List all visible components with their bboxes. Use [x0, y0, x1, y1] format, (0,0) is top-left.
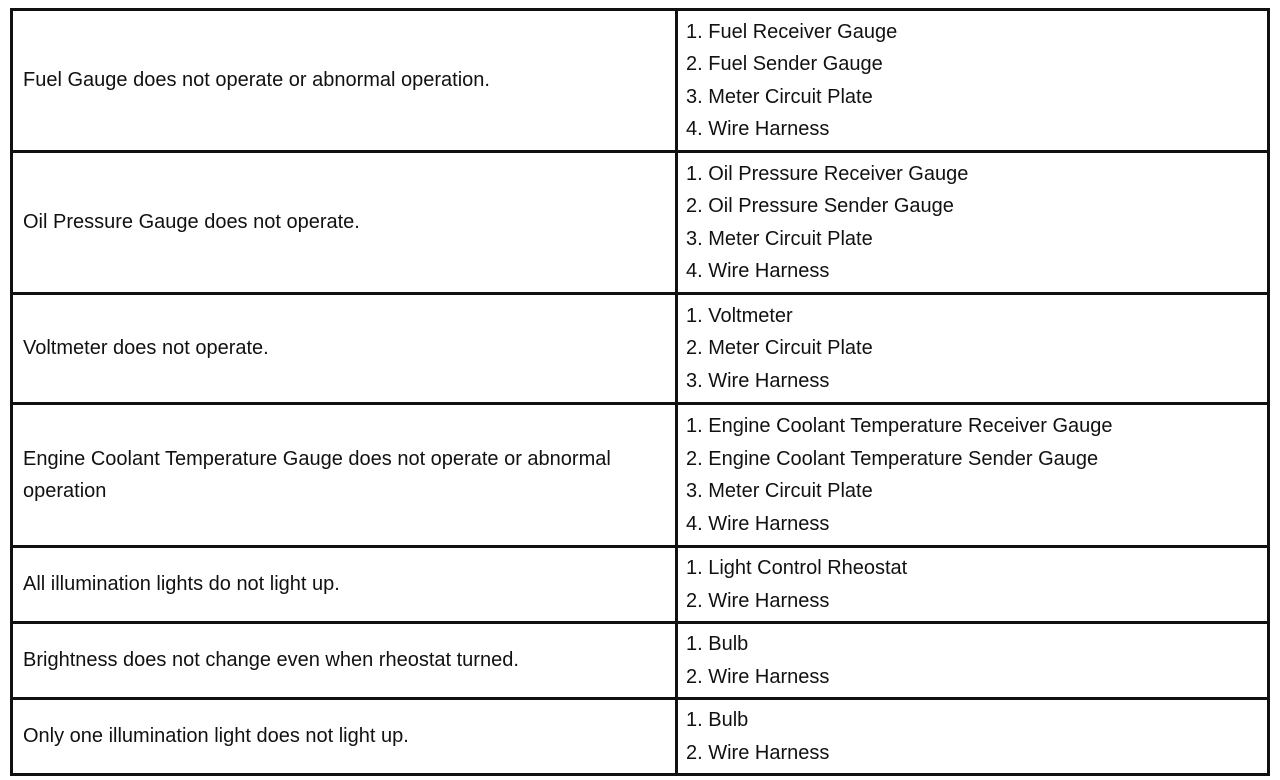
cause-item: 1. Bulb	[686, 633, 749, 655]
symptom-cell: Oil Pressure Gauge does not operate.	[12, 152, 677, 294]
symptom-cell: Brightness does not change even when rheostat turned.	[12, 623, 677, 699]
cause-item: 3. Meter Circuit Plate	[686, 480, 873, 502]
cause-item: 1. Engine Coolant Temperature Receiver Gauge	[686, 415, 1113, 437]
table-row	[12, 623, 1269, 699]
cause-item: 1. Fuel Receiver Gauge	[686, 20, 898, 43]
cause-list-cell	[677, 623, 1269, 699]
cause-item: 1. Bulb	[686, 709, 749, 731]
cause-item: 2. Wire Harness	[686, 665, 830, 688]
cause-item: 2. Wire Harness	[686, 589, 830, 612]
symptom-cell: Voltmeter does not operate.	[12, 294, 677, 404]
table-row	[12, 10, 1269, 152]
cause-item: 2. Oil Pressure Sender Gauge	[686, 195, 954, 217]
cause-item: 3. Meter Circuit Plate	[686, 227, 873, 250]
table-row	[12, 294, 1269, 404]
troubleshooting-table	[10, 8, 1270, 776]
cause-list-cell	[677, 294, 1269, 404]
cause-list-cell	[677, 699, 1269, 775]
cause-item: 1. Light Control Rheostat	[686, 557, 908, 579]
cause-list-cell	[677, 152, 1269, 294]
symptom-cell: All illumination lights do not light up.	[12, 547, 677, 623]
table-row	[12, 547, 1269, 623]
table-row	[12, 152, 1269, 294]
table-body	[12, 10, 1269, 775]
symptom-cell: Fuel Gauge does not operate or abnormal operation.	[12, 10, 677, 152]
cause-item: 3. Meter Circuit Plate	[686, 85, 873, 108]
cause-item: 2. Fuel Sender Gauge	[686, 53, 883, 75]
cause-item: 1. Voltmeter	[686, 304, 793, 327]
cause-item: 3. Wire Harness	[686, 369, 830, 392]
table-row	[12, 699, 1269, 775]
symptom-cell: Engine Coolant Temperature Gauge does not operate or abnormal operation	[12, 404, 677, 547]
cause-list-cell	[677, 10, 1269, 152]
cause-item: 4. Wire Harness	[686, 260, 830, 282]
cause-list-cell	[677, 547, 1269, 623]
cause-item: 1. Oil Pressure Receiver Gauge	[686, 162, 969, 185]
table-row	[12, 404, 1269, 547]
troubleshooting-table-container	[10, 8, 1270, 773]
cause-item: 2. Engine Coolant Temperature Sender Gauge	[686, 447, 1099, 470]
cause-item: 4. Wire Harness	[686, 512, 830, 535]
cause-list-cell	[677, 404, 1269, 547]
cause-item: 2. Meter Circuit Plate	[686, 337, 873, 360]
cause-item: 2. Wire Harness	[686, 741, 830, 764]
cause-item: 4. Wire Harness	[686, 118, 830, 140]
symptom-cell: Only one illumination light does not light up.	[12, 699, 677, 775]
